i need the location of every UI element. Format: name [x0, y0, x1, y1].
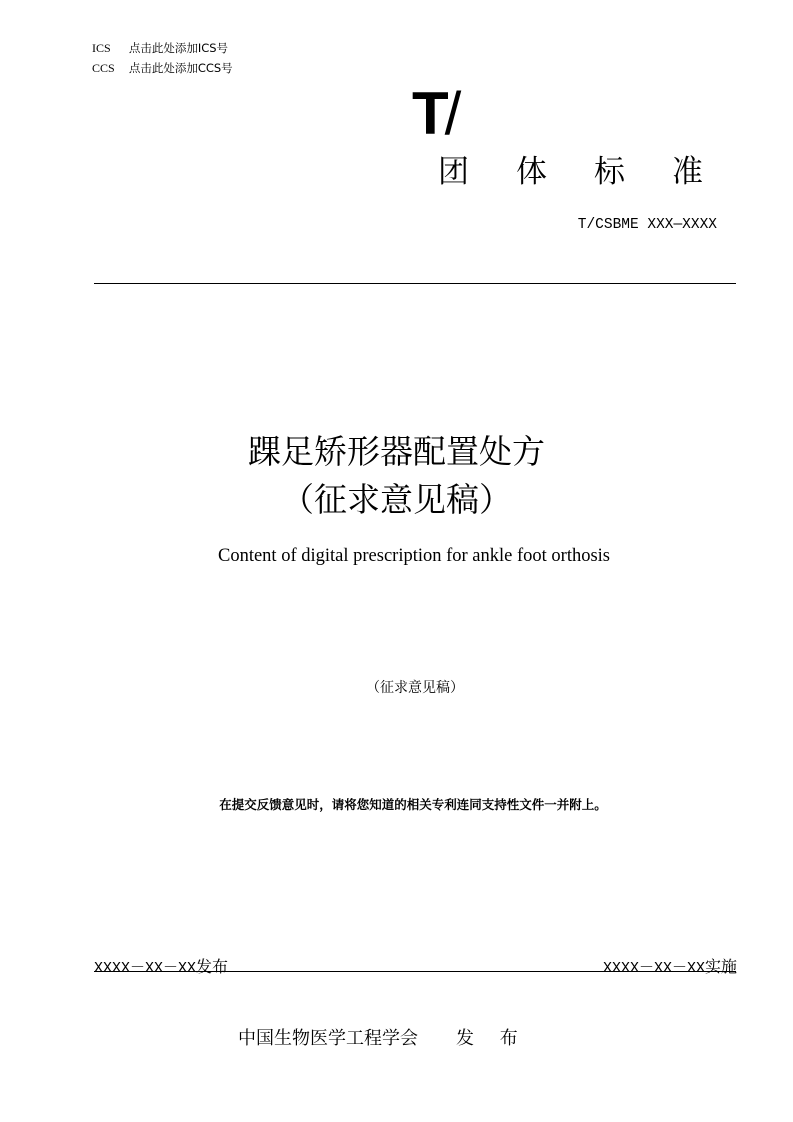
- ics-row: [92, 38, 233, 58]
- patent-notice: 在提交反馈意见时，请将您知道的相关专利连同支持性文件一并附上。: [219, 797, 607, 812]
- english-title: Content of digital prescription for ankle foot orthosis: [217, 546, 611, 566]
- document-title-status: （征求意见稿）: [281, 480, 512, 519]
- standard-mark: [412, 82, 461, 146]
- standard-type: 团体标准: [438, 154, 750, 190]
- header-divider: [94, 283, 736, 284]
- document-title: 踝足矫形器配置处方: [248, 432, 545, 471]
- issuing-organization: 中国生物医学工程学会: [238, 1028, 418, 1049]
- publish-label: 发布: [196, 957, 229, 976]
- implement-date-block: [603, 954, 737, 977]
- ics-label: ICS: [92, 41, 111, 55]
- draft-note: （征求意见稿）: [366, 680, 464, 696]
- ccs-add-field[interactable]: 点击此处添加CCS号: [128, 61, 233, 75]
- ccs-row: [92, 58, 233, 78]
- issuing-organization-block: [238, 1024, 528, 1050]
- ccs-label: CCS: [92, 61, 115, 75]
- code-block: [92, 38, 233, 78]
- implement-date: XXXX－XX－XX: [602, 960, 705, 977]
- standard-mark-t: T: [412, 80, 445, 147]
- standard-mark-slash: /: [444, 80, 462, 147]
- issue-label: 发 布: [456, 1028, 528, 1049]
- ics-add-field[interactable]: 点击此处添加ICS号: [128, 41, 229, 55]
- publish-date-block: [94, 954, 228, 977]
- standard-number: T/CSBME XXX—XXXX: [577, 217, 717, 233]
- publish-date: XXXX－XX－XX: [94, 960, 197, 977]
- implement-label: 实施: [704, 957, 737, 976]
